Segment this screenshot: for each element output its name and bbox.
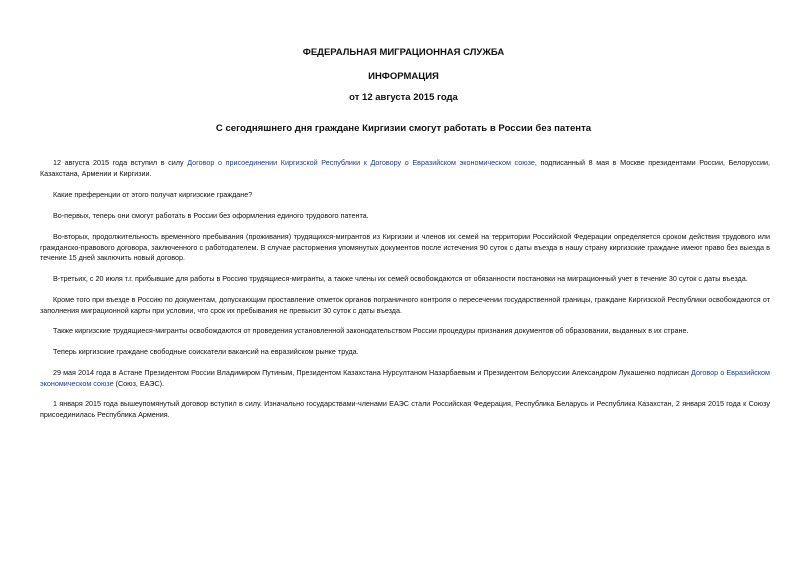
paragraph-9: 29 мая 2014 года в Астане Президентом России Владимиром Путиным, Президентом Казахстана Нурсултаном Назарбаевым и Президентом Белоруссии Александром Лукашенко подписан Договор о Евразийском экономическом союзе (Союз, ЕАЭС).	[40, 368, 770, 388]
paragraph-3: Во-первых, теперь они смогут работать в России без оформления единого трудового патента.	[53, 211, 369, 220]
paragraph-1: 12 августа 2015 года вступил в силу Договор о присоединении Киргизской Республики к Договору о Евразийском экономическом союзе, подписанный 8 мая в Москве президентами России, Белоруссии, Казахстана, Армении и Киргизии.	[40, 158, 770, 178]
eaeu-treaty-link[interactable]: Договор о Евразийском экономическом союзе	[40, 368, 770, 388]
document-body	[40, 158, 770, 428]
agency-heading: ФЕДЕРАЛЬНАЯ МИГРАЦИОННАЯ СЛУЖБА	[302, 47, 505, 58]
paragraph-6: Кроме того при въезде в Россию по документам, допускающим проставление отметок органов пограничного контроля о пересечении государственной границы, граждане Киргизской Республики освобождаются от заполнения миграционной карты при условии, что срок их пребывания не превысит 30 суток с даты въезда.	[40, 295, 770, 315]
treaty-accession-link[interactable]: Договор о присоединении Киргизской Республики к Договору о Евразийском экономическом союзе	[187, 158, 535, 167]
date-heading: от 12 августа 2015 года	[349, 92, 458, 103]
paragraph-7: Также киргизские трудящиеся-мигранты освобождаются от проведения установленной законодательством России процедуры признания документов об образовании, выданных в их стране.	[53, 326, 689, 335]
paragraph-4: Во-вторых, продолжительность временного пребывания (проживания) трудящихся-мигрантов из Киргизии и членов их семей на территории Российской Федерации определяется сроком действия трудового или гражданско-правового договора, заключенного с работодателем. В случае расторжения упомянутых документов после истечения 90 суток с даты въезда в нашу страну киргизские граждане имеют право без выезда в течение 15 дней заключить новый договор.	[40, 232, 770, 262]
doc-type-heading: ИНФОРМАЦИЯ	[368, 71, 439, 82]
paragraph-8: Теперь киргизские граждане свободные соискатели вакансий на евразийском рынке труда.	[53, 347, 359, 356]
document-title: С сегодняшнего дня граждане Киргизии смогут работать в России без патента	[215, 123, 592, 134]
paragraph-5: В-третьих, с 20 июля т.г. прибывшие для работы в Россию трудящиеся-мигранты, а также члены их семей освобождаются от обязанности постановки на миграционный учет в течение 30 суток с даты въезда.	[53, 274, 748, 283]
paragraph-2: Какие преференции от этого получат киргизские граждане?	[53, 190, 253, 199]
paragraph-10: 1 января 2015 года вышеупомянутый договор вступил в силу. Изначально государствами-членами ЕАЭС стали Российская Федерация, Республика Беларусь и Республика Казахстан, 2 января 2015 года к Союзу присоединилась Республика Армения.	[40, 399, 770, 419]
